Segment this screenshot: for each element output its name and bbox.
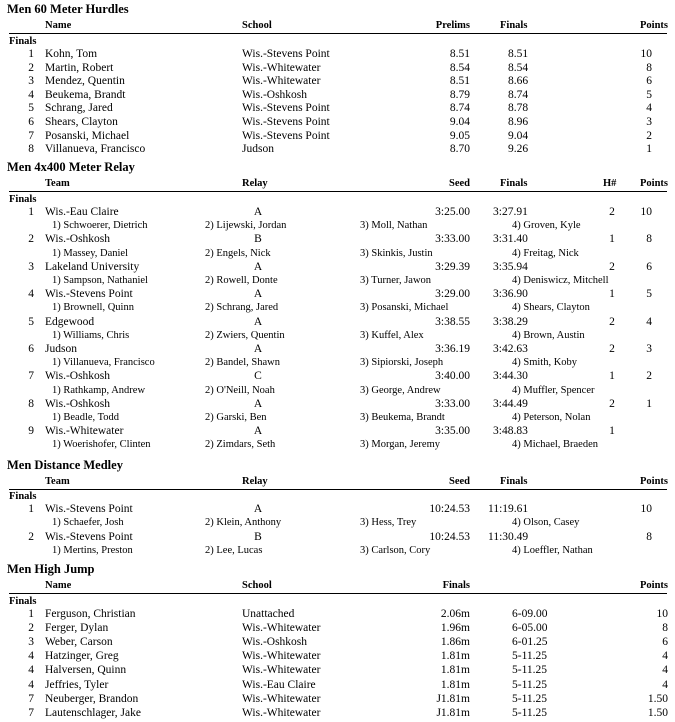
relay-letter: A (253, 397, 263, 410)
points: 4 (662, 678, 668, 691)
points: 8 (646, 61, 652, 74)
finals-mark: 2.06m (440, 608, 470, 620)
finals-mark: 1.96m (440, 622, 470, 635)
relay-leg: 3) Beukema, Brandt (360, 412, 445, 423)
relay-letter: C (254, 370, 262, 383)
place: 7 (28, 706, 34, 719)
athlete-name: Halversen, Quinn (45, 664, 127, 677)
place: 6 (28, 116, 34, 128)
heat-number: 2 (609, 397, 615, 410)
team-name: Wis.-Stevens Point (45, 288, 133, 301)
relay-leg: 1) Sampson, Nathaniel (52, 275, 148, 286)
school: Wis.-Stevens Point (242, 129, 330, 142)
finals-mark: 1.81m (440, 650, 470, 663)
points: 1.50 (647, 706, 668, 719)
team-name: Wis.-Eau Claire (45, 206, 119, 218)
round-label: Finals (9, 491, 37, 502)
athlete-name: Lautenschlager, Jake (45, 706, 141, 719)
team-name: Wis.-Stevens Point (45, 531, 133, 543)
heat-number: 1 (609, 233, 615, 246)
place: 9 (28, 425, 34, 438)
finals-mark-imperial: 5-11.25 (512, 692, 548, 705)
relay-leg: 3) Turner, Jawon (360, 275, 432, 286)
heat-number: 2 (609, 315, 615, 328)
points: 4 (646, 315, 652, 328)
prelims-time: 9.05 (449, 129, 470, 142)
heat-number: 1 (609, 288, 615, 301)
seed-time: 10:24.53 (429, 531, 470, 543)
col-header-team: Team (45, 476, 70, 487)
points: 10 (656, 608, 668, 620)
header-rule (9, 593, 667, 594)
points: 6 (646, 75, 652, 88)
place: 1 (28, 608, 34, 620)
col-header-team: Team (45, 178, 70, 189)
heat-number: 2 (609, 343, 615, 355)
finals-time: 3:42.63 (493, 343, 528, 355)
round-label: Finals (9, 596, 37, 607)
place: 7 (28, 370, 34, 383)
seed-time: 3:38.55 (435, 315, 470, 328)
points: 2 (646, 370, 652, 383)
points: 6 (662, 636, 668, 649)
relay-leg: 4) Freitag, Nick (512, 247, 579, 259)
points: 8 (646, 531, 652, 543)
relay-letter: A (253, 425, 263, 438)
relay-leg: 1) Beadle, Todd (52, 412, 120, 423)
finals-time: 3:38.29 (493, 315, 528, 328)
place: 4 (28, 664, 34, 677)
place: 1 (28, 206, 34, 218)
points: 3 (646, 343, 652, 355)
finals-time: 8.54 (508, 61, 529, 74)
relay-leg: 2) O'Neill, Noah (205, 384, 275, 396)
prelims-time: 8.79 (449, 88, 470, 101)
relay-leg: 1) Schwoerer, Dietrich (52, 220, 148, 232)
col-header-finals: Finals (442, 580, 470, 591)
place: 3 (28, 636, 34, 649)
place: 2 (28, 233, 34, 246)
school: Wis.-Whitewater (242, 664, 321, 677)
prelims-time: 8.70 (449, 143, 470, 156)
relay-leg: 3) Moll, Nathan (360, 220, 428, 232)
round-label: Finals (9, 36, 37, 47)
header-rule (9, 33, 667, 34)
finals-time: 8.51 (508, 48, 529, 60)
prelims-time: 9.04 (449, 116, 470, 128)
team-name: Wis.-Oshkosh (45, 397, 111, 410)
relay-leg: 3) Carlson, Cory (360, 545, 431, 557)
team-name: Edgewood (45, 315, 95, 328)
header-rule (9, 191, 667, 192)
points: 3 (646, 116, 652, 128)
school: Wis.-Stevens Point (242, 102, 330, 115)
athlete-name: Weber, Carson (45, 636, 113, 649)
points: 8 (646, 233, 652, 246)
col-header-finals: Finals (500, 178, 528, 189)
relay-leg: 1) Massey, Daniel (52, 247, 129, 259)
col-header-relay: Relay (242, 476, 268, 487)
team-name: Judson (45, 343, 77, 355)
athlete-name: Posanski, Michael (45, 129, 130, 142)
relay-leg: 2) Engels, Nick (205, 247, 271, 259)
relay-leg: 2) Zwiers, Quentin (205, 329, 285, 341)
seed-time: 3:36.19 (435, 343, 470, 355)
relay-leg: 3) Morgan, Jeremy (360, 439, 440, 451)
seed-time: 3:25.00 (435, 206, 470, 218)
relay-leg: 1) Woerishofer, Clinten (52, 439, 151, 451)
place: 5 (28, 102, 34, 115)
finals-mark-imperial: 5-11.25 (512, 664, 548, 677)
relay-leg: 1) Villanueva, Francisco (52, 357, 155, 369)
relay-leg: 2) Schrang, Jared (205, 302, 279, 314)
prelims-time: 8.51 (449, 75, 470, 88)
place: 2 (28, 61, 34, 74)
points: 2 (646, 129, 652, 142)
col-header-heat: H# (603, 178, 617, 189)
finals-time: 3:31.40 (493, 233, 528, 246)
points: 10 (640, 48, 652, 60)
finals-mark-imperial: 5-11.25 (512, 706, 548, 719)
points: 8 (662, 622, 668, 635)
place: 8 (28, 397, 34, 410)
athlete-name: Kohn, Tom (45, 48, 98, 60)
relay-leg: 2) Lijewski, Jordan (205, 220, 287, 232)
col-header-points: Points (639, 580, 668, 591)
relay-leg: 4) Olson, Casey (512, 517, 580, 529)
relay-leg: 4) Shears, Clayton (512, 302, 590, 314)
school: Wis.-Whitewater (242, 75, 321, 88)
points: 4 (662, 664, 668, 677)
finals-mark-imperial: 6-01.25 (512, 636, 548, 649)
school: Unattached (242, 608, 295, 620)
heat-number: 1 (609, 370, 615, 383)
finals-mark: 1.81m (440, 678, 470, 691)
round-label: Finals (9, 194, 37, 205)
school: Wis.-Stevens Point (242, 48, 330, 60)
finals-time: 3:27.91 (493, 206, 528, 218)
prelims-time: 8.51 (449, 48, 470, 60)
place: 7 (28, 129, 34, 142)
prelims-time: 8.74 (449, 102, 470, 115)
relay-leg: 2) Garski, Ben (205, 412, 267, 423)
event-title: Men 60 Meter Hurdles (7, 2, 129, 16)
relay-leg: 2) Lee, Lucas (205, 545, 263, 557)
col-header-school: School (242, 580, 272, 591)
finals-time: 9.26 (508, 143, 529, 156)
finals-time: 8.66 (508, 75, 529, 88)
relay-leg: 4) Deniswicz, Mitchell (512, 275, 609, 286)
relay-leg: 2) Klein, Anthony (205, 517, 282, 529)
athlete-name: Mendez, Quentin (45, 75, 125, 88)
school: Wis.-Whitewater (242, 650, 321, 663)
athlete-name: Jeffries, Tyler (45, 678, 109, 691)
finals-time: 3:44.49 (493, 397, 528, 410)
relay-letter: B (254, 233, 262, 246)
seed-time: 3:40.00 (435, 370, 470, 383)
heat-number: 1 (609, 425, 615, 438)
relay-leg: 3) George, Andrew (360, 384, 441, 396)
event-title: Men Distance Medley (7, 458, 123, 472)
relay-leg: 4) Loeffler, Nathan (512, 545, 593, 557)
school: Judson (242, 143, 274, 156)
relay-leg: 4) Brown, Austin (512, 329, 585, 341)
relay-leg: 3) Skinkis, Justin (360, 247, 433, 259)
points: 1 (646, 143, 652, 156)
relay-leg: 4) Smith, Koby (512, 357, 578, 369)
col-header-seed: Seed (449, 178, 470, 189)
place: 8 (28, 143, 34, 156)
col-header-relay: Relay (242, 178, 268, 189)
place: 4 (28, 288, 34, 301)
col-header-points: Points (639, 20, 668, 31)
col-header-points: Points (639, 178, 668, 189)
seed-time: 3:33.00 (435, 397, 470, 410)
school: Wis.-Oshkosh (242, 636, 308, 649)
relay-leg: 1) Schaefer, Josh (52, 517, 124, 529)
place: 1 (28, 48, 34, 60)
finals-time: 11:30.49 (488, 531, 529, 543)
col-header-finals: Finals (500, 20, 528, 31)
place: 5 (28, 315, 34, 328)
finals-mark-imperial: 5-11.25 (512, 650, 548, 663)
place: 7 (28, 692, 34, 705)
event-title: Men High Jump (7, 562, 95, 576)
relay-letter: A (253, 260, 263, 273)
seed-time: 3:33.00 (435, 233, 470, 246)
finals-mark-imperial: 6-09.00 (512, 608, 548, 620)
team-name: Wis.-Stevens Point (45, 503, 133, 515)
finals-time: 8.74 (508, 88, 529, 101)
finals-time: 11:19.61 (488, 503, 529, 515)
place: 3 (28, 75, 34, 88)
relay-leg: 3) Hess, Trey (360, 517, 417, 529)
event-title: Men 4x400 Meter Relay (7, 160, 135, 174)
finals-time: 9.04 (508, 129, 529, 142)
heat-number: 2 (609, 206, 615, 218)
relay-leg: 3) Posanski, Michael (360, 302, 449, 314)
points: 1.50 (647, 692, 668, 705)
school: Wis.-Oshkosh (242, 88, 308, 101)
relay-leg: 2) Rowell, Donte (205, 275, 278, 286)
team-name: Lakeland University (45, 260, 140, 273)
place: 2 (28, 622, 34, 635)
team-name: Wis.-Oshkosh (45, 233, 111, 246)
athlete-name: Beukema, Brandt (45, 88, 126, 101)
relay-letter: A (253, 315, 263, 328)
athlete-name: Ferger, Dylan (45, 622, 109, 635)
athlete-name: Ferguson, Christian (45, 608, 136, 620)
header-rule (9, 489, 667, 490)
athlete-name: Hatzinger, Greg (45, 650, 119, 663)
col-header-points: Points (639, 476, 668, 487)
points: 5 (646, 88, 652, 101)
points: 10 (640, 206, 652, 218)
relay-letter: A (253, 288, 263, 301)
school: Wis.-Whitewater (242, 61, 321, 74)
seed-time: 3:29.39 (435, 260, 470, 273)
athlete-name: Neuberger, Brandon (45, 692, 139, 705)
seed-time: 3:29.00 (435, 288, 470, 301)
points: 4 (662, 650, 668, 663)
relay-leg: 1) Brownell, Quinn (52, 302, 134, 314)
relay-leg: 1) Mertins, Preston (52, 545, 133, 557)
school: Wis.-Whitewater (242, 692, 321, 705)
seed-time: 3:35.00 (435, 425, 470, 438)
school: Wis.-Whitewater (242, 706, 321, 719)
relay-leg: 3) Kuffel, Alex (360, 329, 424, 341)
relay-leg: 2) Bandel, Shawn (205, 357, 280, 369)
heat-number: 2 (609, 260, 615, 273)
col-header-prelims: Prelims (435, 20, 470, 31)
relay-leg: 2) Zimdars, Seth (205, 439, 276, 451)
place: 1 (28, 503, 34, 515)
seed-time: 10:24.53 (429, 503, 470, 515)
place: 6 (28, 343, 34, 355)
relay-letter: A (253, 343, 263, 355)
relay-leg: 4) Michael, Braeden (512, 439, 599, 451)
finals-time: 8.78 (508, 102, 529, 115)
finals-time: 3:36.90 (493, 288, 528, 301)
col-header-finals: Finals (500, 476, 528, 487)
points: 1 (646, 397, 652, 410)
athlete-name: Schrang, Jared (45, 102, 113, 115)
relay-leg: 4) Peterson, Nolan (512, 412, 591, 423)
col-header-name: Name (45, 20, 72, 31)
place: 3 (28, 260, 34, 273)
relay-letter: A (253, 503, 263, 515)
place: 4 (28, 88, 34, 101)
prelims-time: 8.54 (449, 61, 470, 74)
points: 10 (640, 503, 652, 515)
points: 4 (646, 102, 652, 115)
finals-time: 3:44.30 (493, 370, 528, 383)
place: 2 (28, 531, 34, 543)
points: 5 (646, 288, 652, 301)
points: 6 (646, 260, 652, 273)
finals-mark: 1.86m (440, 636, 470, 649)
team-name: Wis.-Oshkosh (45, 370, 111, 383)
finals-mark: J1.81m (436, 706, 470, 719)
finals-mark-imperial: 6-05.00 (512, 622, 548, 635)
relay-leg: 1) Rathkamp, Andrew (52, 384, 146, 396)
school: Wis.-Whitewater (242, 622, 321, 635)
col-header-seed: Seed (449, 476, 470, 487)
finals-time: 3:35.94 (493, 260, 528, 273)
athlete-name: Martin, Robert (45, 61, 114, 74)
athlete-name: Shears, Clayton (45, 116, 118, 128)
athlete-name: Villanueva, Francisco (45, 143, 146, 156)
col-header-school: School (242, 20, 272, 31)
finals-time: 3:48.83 (493, 425, 528, 438)
team-name: Wis.-Whitewater (45, 425, 124, 438)
finals-mark: 1.81m (440, 664, 470, 677)
place: 4 (28, 650, 34, 663)
finals-mark-imperial: 5-11.25 (512, 678, 548, 691)
school: Wis.-Eau Claire (242, 678, 316, 691)
relay-letter: A (253, 206, 263, 218)
col-header-name: Name (45, 580, 72, 591)
finals-mark: J1.81m (436, 692, 470, 705)
school: Wis.-Stevens Point (242, 116, 330, 128)
relay-leg: 1) Williams, Chris (52, 329, 130, 341)
finals-time: 8.96 (508, 116, 529, 128)
relay-leg: 3) Sipiorski, Joseph (360, 357, 444, 369)
place: 4 (28, 678, 34, 691)
relay-letter: B (254, 531, 262, 543)
relay-leg: 4) Muffler, Spencer (512, 384, 595, 396)
relay-leg: 4) Groven, Kyle (512, 220, 581, 232)
